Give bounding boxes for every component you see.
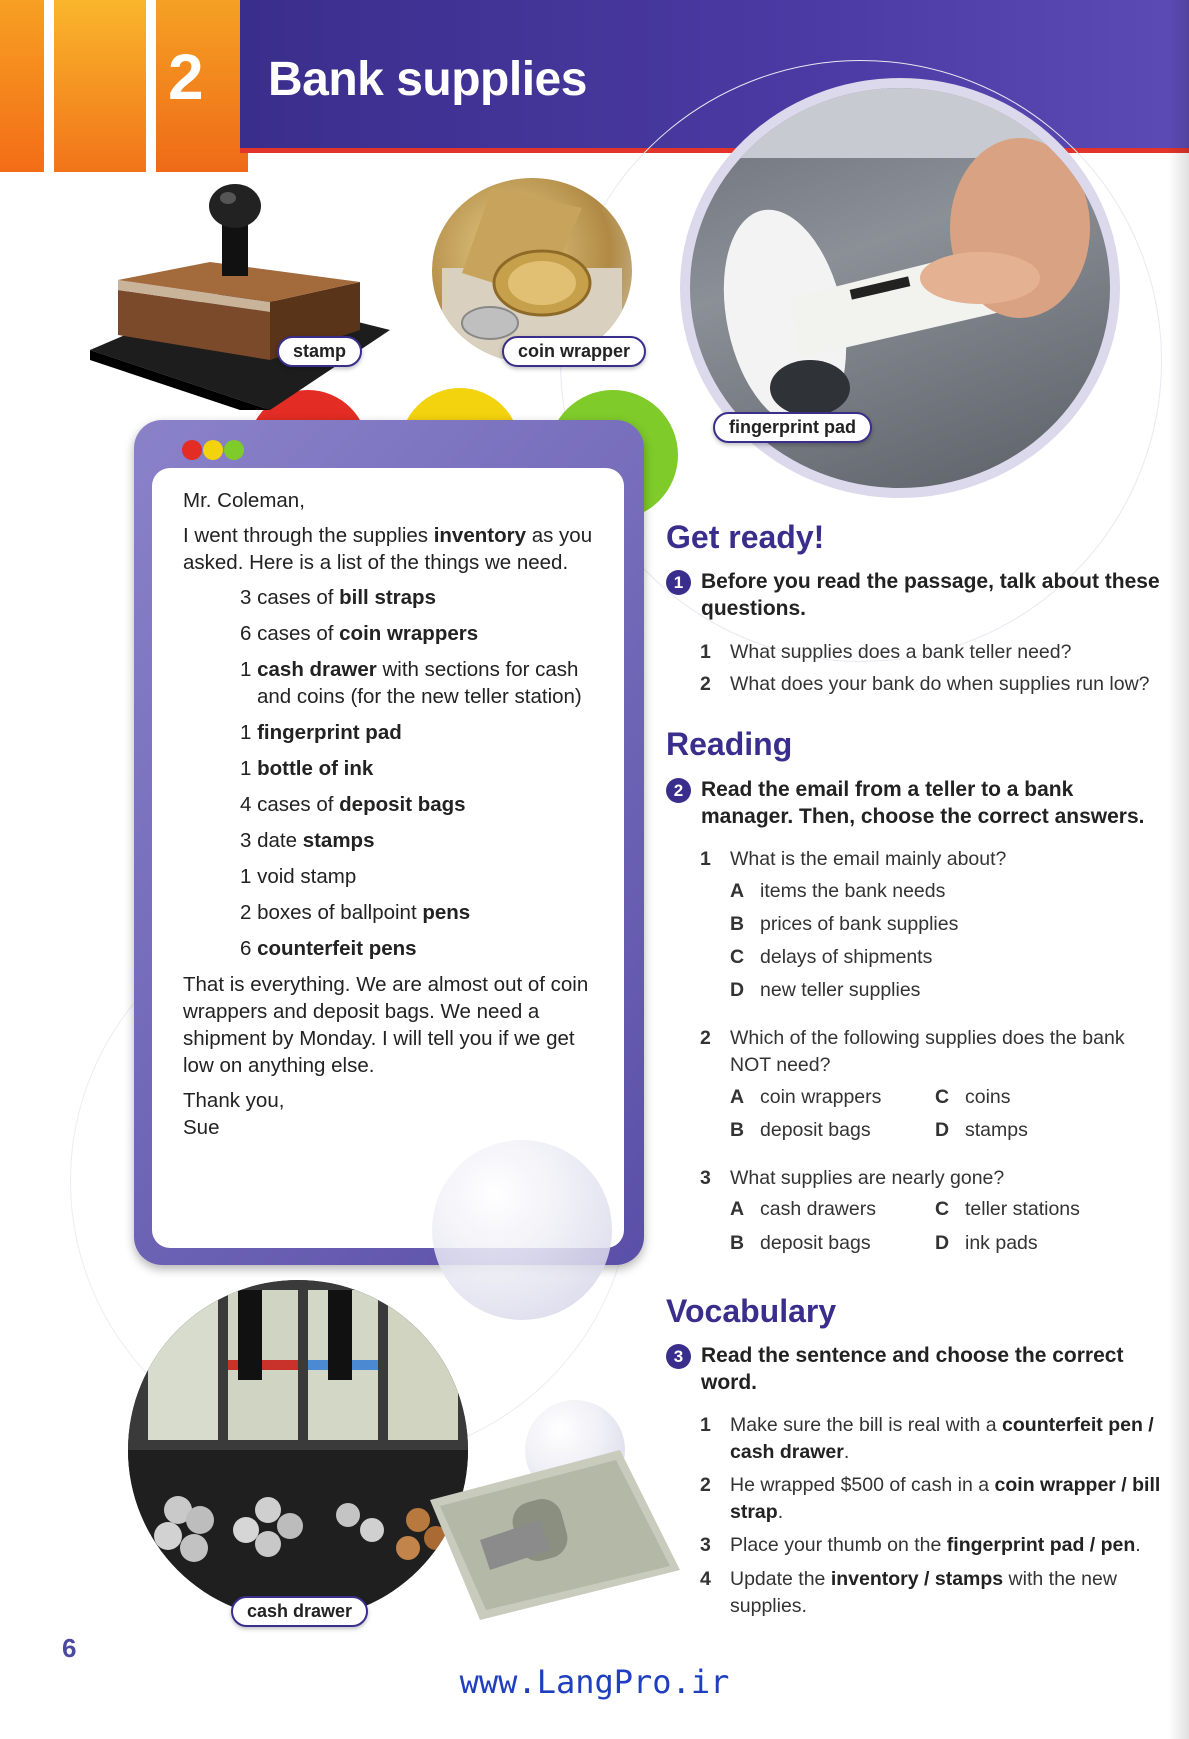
answer-option[interactable]: B prices of bank supplies	[730, 913, 959, 935]
email-greeting: Mr. Coleman,	[183, 489, 305, 512]
task-number-badge: 3	[666, 1344, 691, 1369]
page-edge-shadow	[1168, 0, 1189, 1739]
coin-wrapper-label: coin wrapper	[502, 336, 646, 367]
question-item: 1 What is the email mainly about?	[700, 848, 1007, 870]
answer-option[interactable]: C delays of shipments	[730, 946, 933, 968]
list-item: 2 boxes of ballpoint pens	[240, 901, 471, 924]
answer-option[interactable]: A items the bank needs	[730, 880, 946, 902]
reading-heading: Reading	[666, 726, 793, 762]
question-item: 1 Make sure the bill is real with a counterfeit pen / cash drawer.	[700, 1414, 1154, 1463]
answer-option[interactable]: C coins	[935, 1086, 1011, 1108]
list-item: 3 date stamps	[240, 829, 375, 852]
page-title: Bank supplies	[268, 53, 587, 106]
cash-bills-image	[420, 1440, 690, 1620]
question-item: 4 Update the inventory / stamps with the new supplies.	[700, 1568, 1117, 1617]
email-body	[183, 487, 603, 1149]
list-item: 6 counterfeit pens	[240, 937, 417, 960]
get-ready-task: 1 Before you read the passage, talk about these questions.	[666, 568, 1166, 622]
question-item: 2 He wrapped $500 of cash in a coin wrapper / bill strap.	[700, 1474, 1161, 1523]
stamp-label: stamp	[277, 336, 362, 367]
answer-option[interactable]: A cash drawers	[730, 1198, 876, 1220]
fingerprint-pad-label: fingerprint pad	[713, 412, 872, 443]
stamp-photo	[90, 180, 390, 410]
header-stripe	[54, 0, 146, 172]
cash-drawer-icon	[128, 1280, 468, 1620]
list-item: 1 fingerprint pad	[240, 721, 402, 744]
email-signoff: Thank you, Sue	[183, 1089, 285, 1139]
email-intro: I went through the supplies inventory as you asked. Here is a list of the things we need.	[183, 524, 593, 574]
vocabulary-heading: Vocabulary	[666, 1293, 837, 1329]
reading-task: 2 Read the email from a teller to a bank manager. Then, choose the correct answers.	[666, 776, 1166, 830]
list-item: 6 cases of coin wrappers	[240, 622, 479, 645]
answer-option[interactable]: D new teller supplies	[730, 979, 921, 1001]
answer-option[interactable]: B deposit bags	[730, 1232, 871, 1254]
header-stripe	[0, 0, 44, 172]
email-signature: Sue	[183, 1116, 220, 1139]
panel-dot-red	[182, 440, 202, 460]
decorative-bubble	[432, 1140, 612, 1320]
task-number-badge: 2	[666, 778, 691, 803]
vocabulary-task: 3 Read the sentence and choose the correct word.	[666, 1342, 1166, 1396]
list-item: 4 cases of deposit bags	[240, 793, 466, 816]
question-item: 1 What supplies does a bank teller need?	[700, 641, 1072, 663]
dollar-bills-icon	[420, 1440, 690, 1620]
answer-option[interactable]: C teller stations	[935, 1198, 1080, 1220]
question-item: 3 What supplies are nearly gone?	[700, 1167, 1005, 1189]
task-number-badge: 1	[666, 570, 691, 595]
get-ready-heading: Get ready!	[666, 519, 825, 555]
website-link[interactable]: www.LangPro.ir	[459, 1663, 730, 1701]
question-item: 3 Place your thumb on the fingerprint pad / pen.	[700, 1534, 1141, 1556]
list-item: 1 cash drawer with sections for cash and coins (for the new teller station)	[240, 658, 582, 708]
unit-number: 2	[168, 41, 204, 113]
email-closing: That is everything. We are almost out of coin wrappers and deposit bags. We need a shipment by Monday. I will tell you if we get low on anything else.	[183, 973, 589, 1077]
question-item: 2 Which of the following supplies does the bank NOT need?	[700, 1027, 1125, 1076]
answer-option[interactable]: D stamps	[935, 1119, 1028, 1141]
list-item: 1 bottle of ink	[240, 757, 374, 780]
question-item: 2 What does your bank do when supplies run low?	[700, 673, 1150, 695]
answer-option[interactable]: A coin wrappers	[730, 1086, 882, 1108]
page-number: 6	[62, 1633, 77, 1663]
panel-dot-green	[224, 440, 244, 460]
cash-drawer-label: cash drawer	[231, 1596, 368, 1627]
cash-drawer-photo	[128, 1280, 468, 1620]
panel-dot-yellow	[203, 440, 223, 460]
inventory-list	[183, 584, 603, 962]
answer-option[interactable]: B deposit bags	[730, 1119, 871, 1141]
answer-option[interactable]: D ink pads	[935, 1232, 1038, 1254]
list-item: 1 void stamp	[240, 865, 357, 888]
stamp-icon	[90, 180, 390, 410]
list-item: 3 cases of bill straps	[240, 586, 436, 609]
